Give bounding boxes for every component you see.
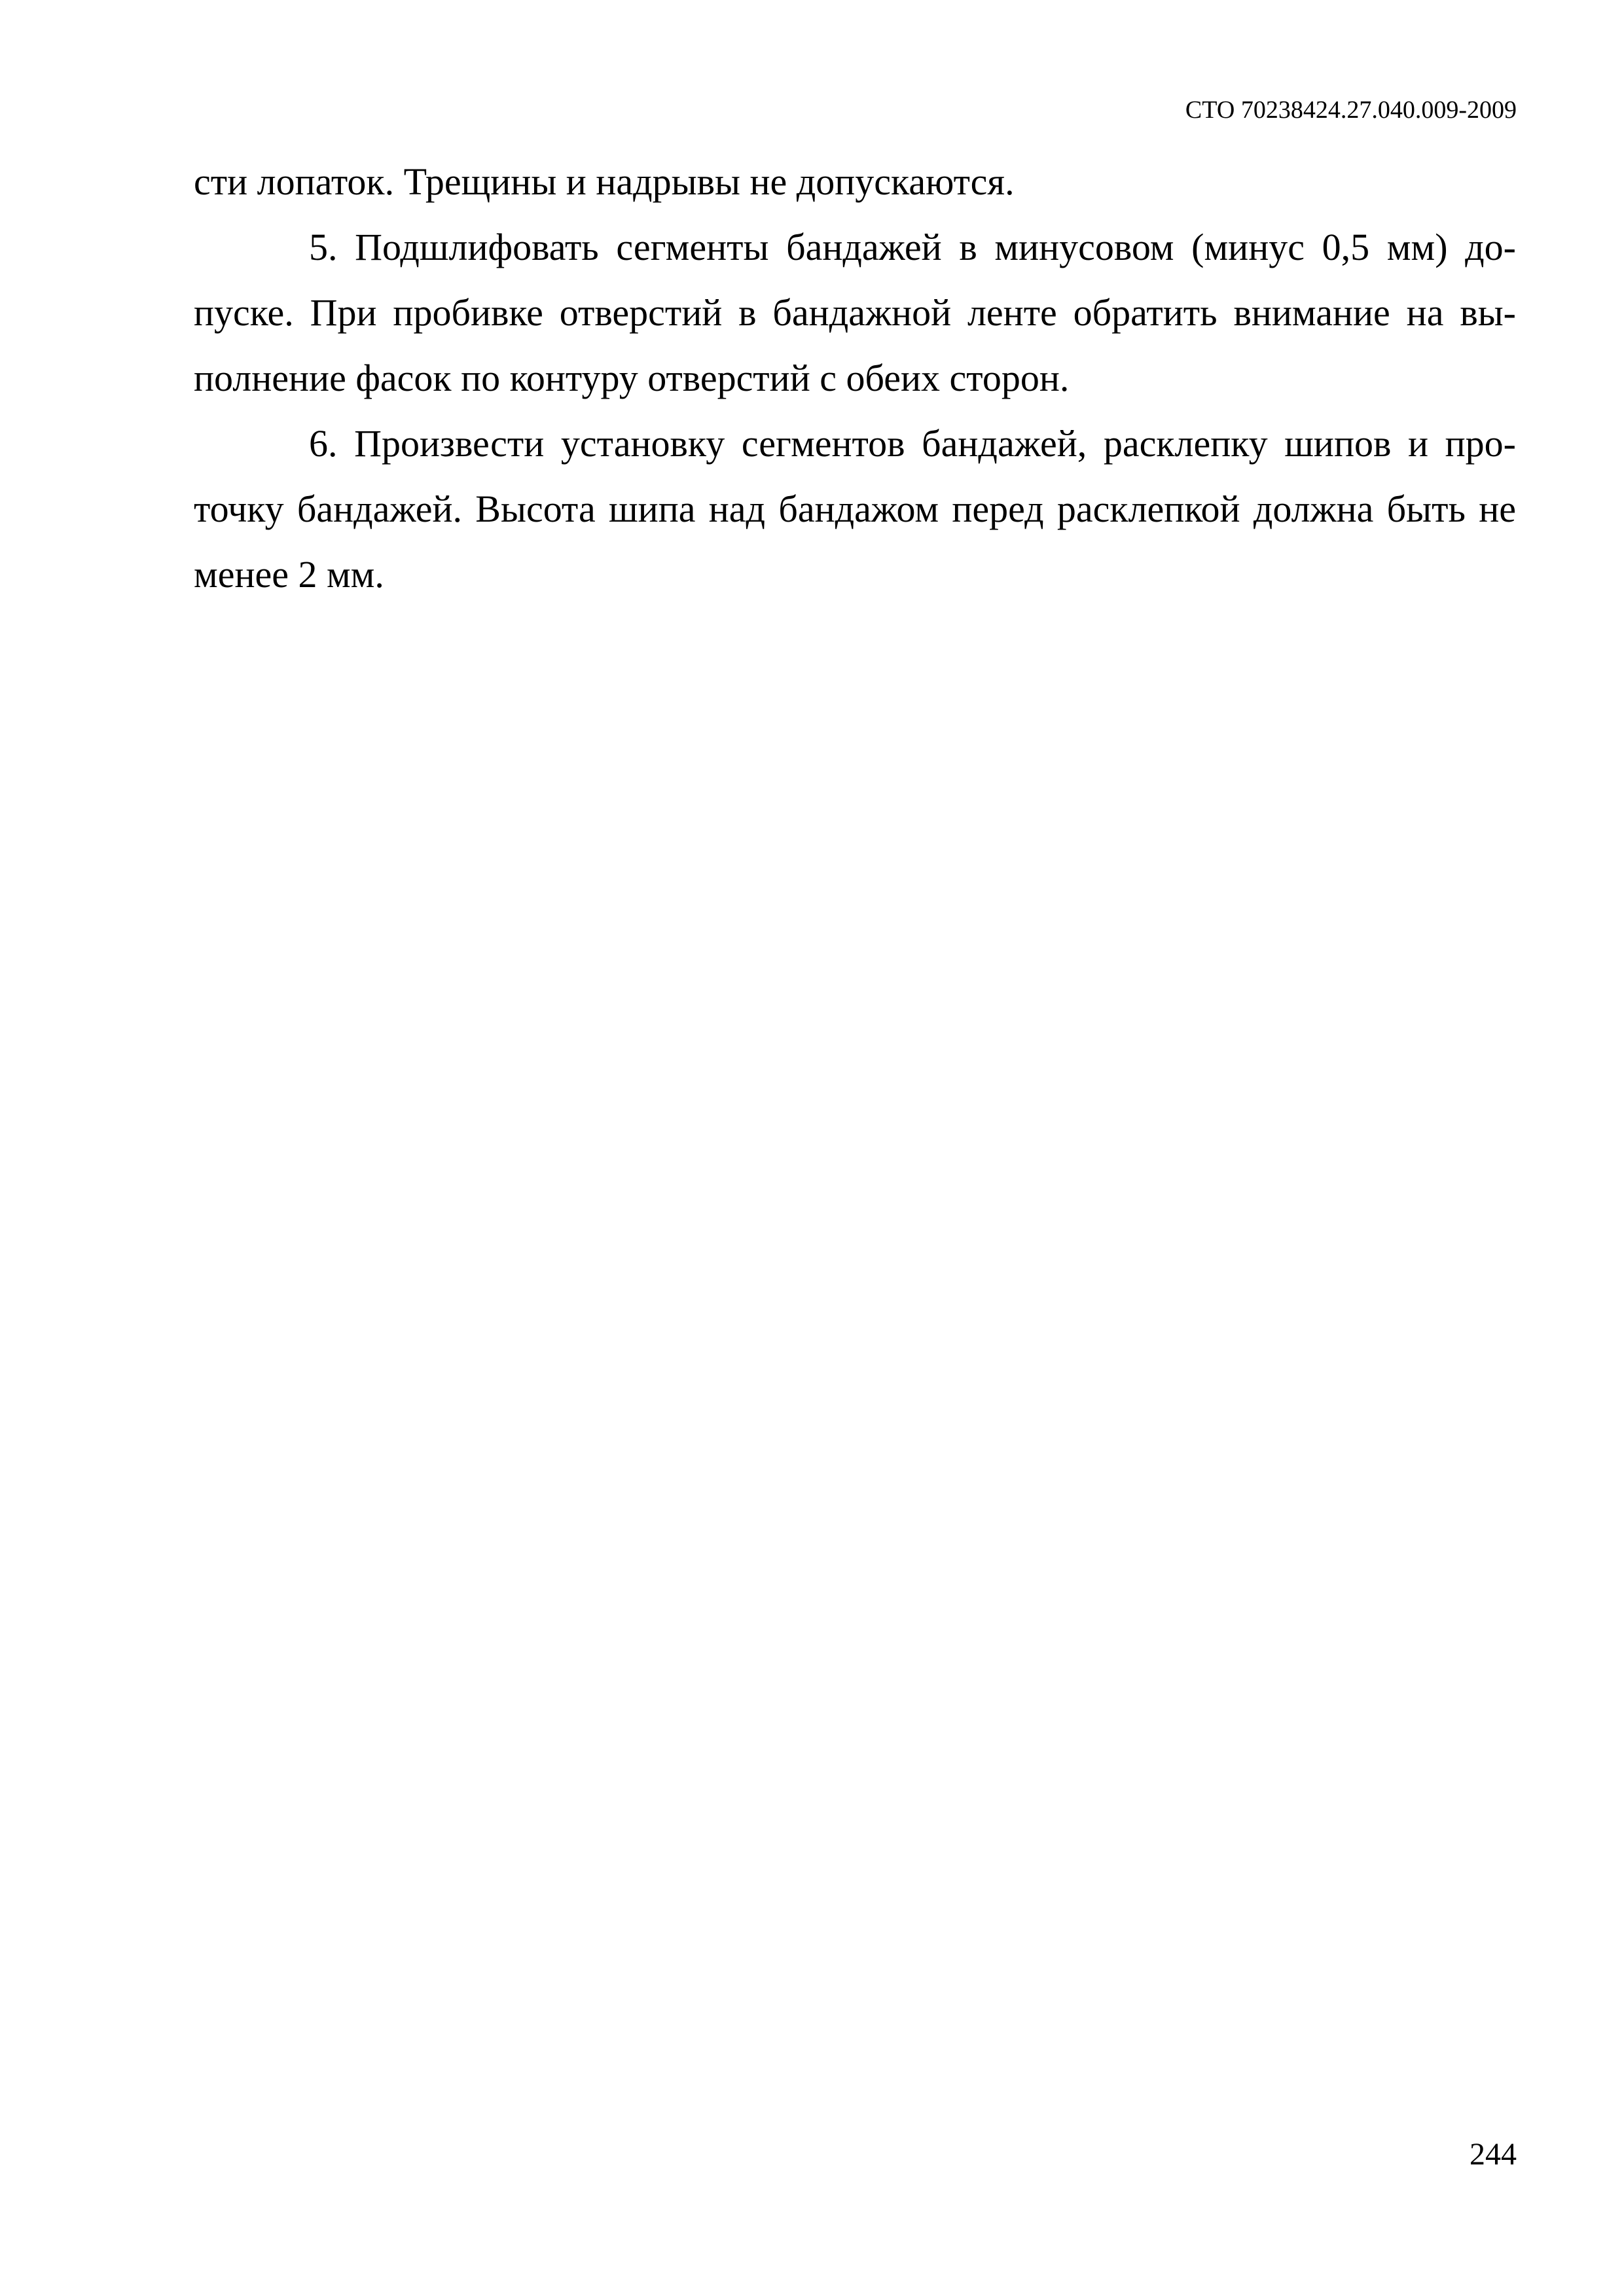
- text-line: полнение фасок по контуру отверстий с обеих сторон.: [194, 357, 1070, 399]
- text-line: пуске. При пробивке отверстий в бандажной ленте обратить внимание на вы-: [194, 291, 1516, 334]
- text-line: точку бандажей. Высота шипа над бандажом перед расклепкой должна быть не: [194, 488, 1516, 530]
- text-line: 5. Подшлифовать сегменты бандажей в минусовом (минус 0,5 мм) до-: [309, 226, 1516, 268]
- paragraph-continuation: [194, 149, 1516, 215]
- page-number: 244: [1470, 2137, 1517, 2172]
- document-code-header: СТО 70238424.27.040.009-2009: [1185, 96, 1517, 124]
- document-body: [194, 149, 1516, 607]
- paragraph-item-6: [194, 411, 1516, 607]
- text-line: менее 2 мм.: [194, 553, 384, 596]
- paragraph-item-5: [194, 215, 1516, 411]
- text-line: 6. Произвести установку сегментов бандажей, расклепку шипов и про-: [309, 422, 1516, 465]
- text-line: сти лопаток. Трещины и надрывы не допускаются.: [194, 160, 1015, 203]
